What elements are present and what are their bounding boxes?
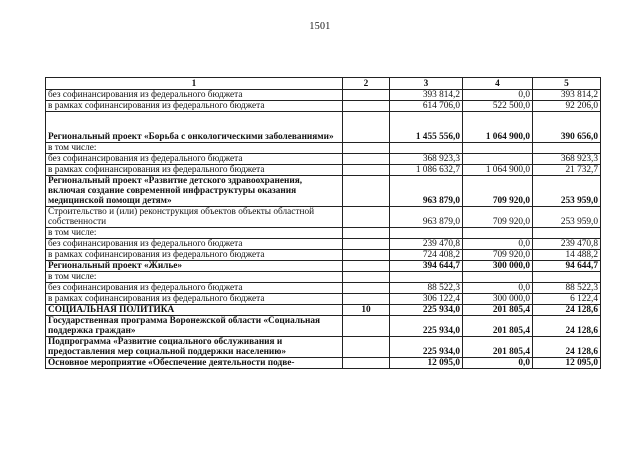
table-row [46,165,601,176]
row-code [343,272,390,283]
table-row [46,112,601,143]
row-value-col5: 24 128,6 [533,305,601,316]
row-code [343,358,390,369]
table-row [46,261,601,272]
row-value-col5: 368 923,3 [533,154,601,165]
row-code [343,337,390,358]
row-value-col4: 201 805,4 [463,337,533,358]
row-description: в том числе: [46,143,343,154]
row-code [343,239,390,250]
row-description: в рамках софинансирования из федерального бюджета [46,294,343,305]
row-value-col4: 0,0 [463,283,533,294]
column-header: 4 [463,78,533,90]
row-value-col3: 239 470,8 [390,239,463,250]
budget-table [45,77,601,369]
row-value-col4: 709 920,0 [463,207,533,228]
row-value-col3 [390,228,463,239]
table-header-row [46,78,601,90]
row-value-col4 [463,154,533,165]
table-row [46,239,601,250]
row-value-col3: 963 879,0 [390,176,463,207]
row-value-col4: 201 805,4 [463,305,533,316]
row-value-col4: 0,0 [463,358,533,369]
row-code [343,101,390,112]
row-value-col3: 614 706,0 [390,101,463,112]
table-row [46,272,601,283]
row-value-col4: 709 920,0 [463,250,533,261]
row-description: Основное мероприятие «Обеспечение деятельности подве- [46,358,343,369]
row-value-col5: 12 095,0 [533,358,601,369]
row-value-col5: 92 206,0 [533,101,601,112]
row-value-col5: 393 814,2 [533,90,601,101]
row-value-col4: 0,0 [463,90,533,101]
column-header: 2 [343,78,390,90]
row-value-col3: 225 934,0 [390,337,463,358]
row-description: в том числе: [46,272,343,283]
table-row [46,101,601,112]
column-header: 5 [533,78,601,90]
row-code [343,250,390,261]
row-value-col5 [533,228,601,239]
row-value-col5: 21 732,7 [533,165,601,176]
row-value-col3: 394 644,7 [390,261,463,272]
row-code [343,228,390,239]
row-code [343,261,390,272]
row-value-col3: 368 923,3 [390,154,463,165]
row-description: без софинансирования из федерального бюджета [46,239,343,250]
row-description: без софинансирования из федерального бюджета [46,90,343,101]
row-value-col3: 225 934,0 [390,305,463,316]
column-header: 1 [46,78,343,90]
row-code [343,165,390,176]
table-row [46,228,601,239]
row-value-col4: 300 000,0 [463,294,533,305]
table-row [46,207,601,228]
row-description: Региональный проект «Развитие детского здравоохранения, включая создание современной инфраструктуры оказания медицинской помощи детям» [46,176,343,207]
row-value-col4: 300 000,0 [463,261,533,272]
row-description: СОЦИАЛЬНАЯ ПОЛИТИКА [46,305,343,316]
row-value-col5: 14 488,2 [533,250,601,261]
row-value-col5: 390 656,0 [533,112,601,143]
row-value-col5: 24 128,6 [533,337,601,358]
row-code [343,316,390,337]
table-row [46,316,601,337]
row-code [343,90,390,101]
table-row [46,337,601,358]
row-value-col5: 24 128,6 [533,316,601,337]
row-value-col3 [390,143,463,154]
table-row [46,176,601,207]
row-value-col5: 253 959,0 [533,207,601,228]
row-value-col5: 253 959,0 [533,176,601,207]
table-row [46,305,601,316]
row-value-col3: 1 455 556,0 [390,112,463,143]
row-code [343,207,390,228]
row-value-col3 [390,272,463,283]
row-value-col4: 522 500,0 [463,101,533,112]
row-value-col4: 1 064 900,0 [463,165,533,176]
table-row [46,294,601,305]
table-row [46,154,601,165]
row-value-col4: 1 064 900,0 [463,112,533,143]
row-description: в рамках софинансирования из федерального бюджета [46,165,343,176]
row-description: Региональный проект «Жилье» [46,261,343,272]
row-description: Подпрограмма «Развитие социального обслуживания и предоставления мер социальной поддержки населению» [46,337,343,358]
row-value-col4: 0,0 [463,239,533,250]
row-value-col3: 225 934,0 [390,316,463,337]
row-value-col4: 201 805,4 [463,316,533,337]
table-row [46,250,601,261]
row-code [343,154,390,165]
row-value-col3: 724 408,2 [390,250,463,261]
row-code [343,112,390,143]
row-value-col3: 88 522,3 [390,283,463,294]
row-description: без софинансирования из федерального бюджета [46,283,343,294]
table-row [46,143,601,154]
row-value-col4 [463,228,533,239]
row-value-col5: 94 644,7 [533,261,601,272]
row-value-col5 [533,143,601,154]
row-value-col3: 393 814,2 [390,90,463,101]
row-value-col3: 1 086 632,7 [390,165,463,176]
row-description: Региональный проект «Борьба с онкологическими заболеваниями» [46,112,343,143]
row-value-col4 [463,143,533,154]
page-number: 1501 [309,21,331,32]
row-value-col5: 6 122,4 [533,294,601,305]
row-code: 10 [343,305,390,316]
row-description: Строительство и (или) реконструкция объектов объекты областной собственности [46,207,343,228]
row-description: в том числе: [46,228,343,239]
row-value-col5: 239 470,8 [533,239,601,250]
row-value-col3: 963 879,0 [390,207,463,228]
row-value-col3: 306 122,4 [390,294,463,305]
row-value-col4 [463,272,533,283]
row-code [343,143,390,154]
row-code [343,294,390,305]
column-header: 3 [390,78,463,90]
row-value-col4: 709 920,0 [463,176,533,207]
row-description: в рамках софинансирования из федерального бюджета [46,250,343,261]
row-value-col5: 88 522,3 [533,283,601,294]
table-row [46,90,601,101]
row-value-col5 [533,272,601,283]
row-code [343,176,390,207]
row-description: Государственная программа Воронежской области «Социальная поддержка граждан» [46,316,343,337]
table-row [46,283,601,294]
table-row [46,358,601,369]
row-value-col3: 12 095,0 [390,358,463,369]
row-code [343,283,390,294]
row-description: без софинансирования из федерального бюджета [46,154,343,165]
row-description: в рамках софинансирования из федерального бюджета [46,101,343,112]
